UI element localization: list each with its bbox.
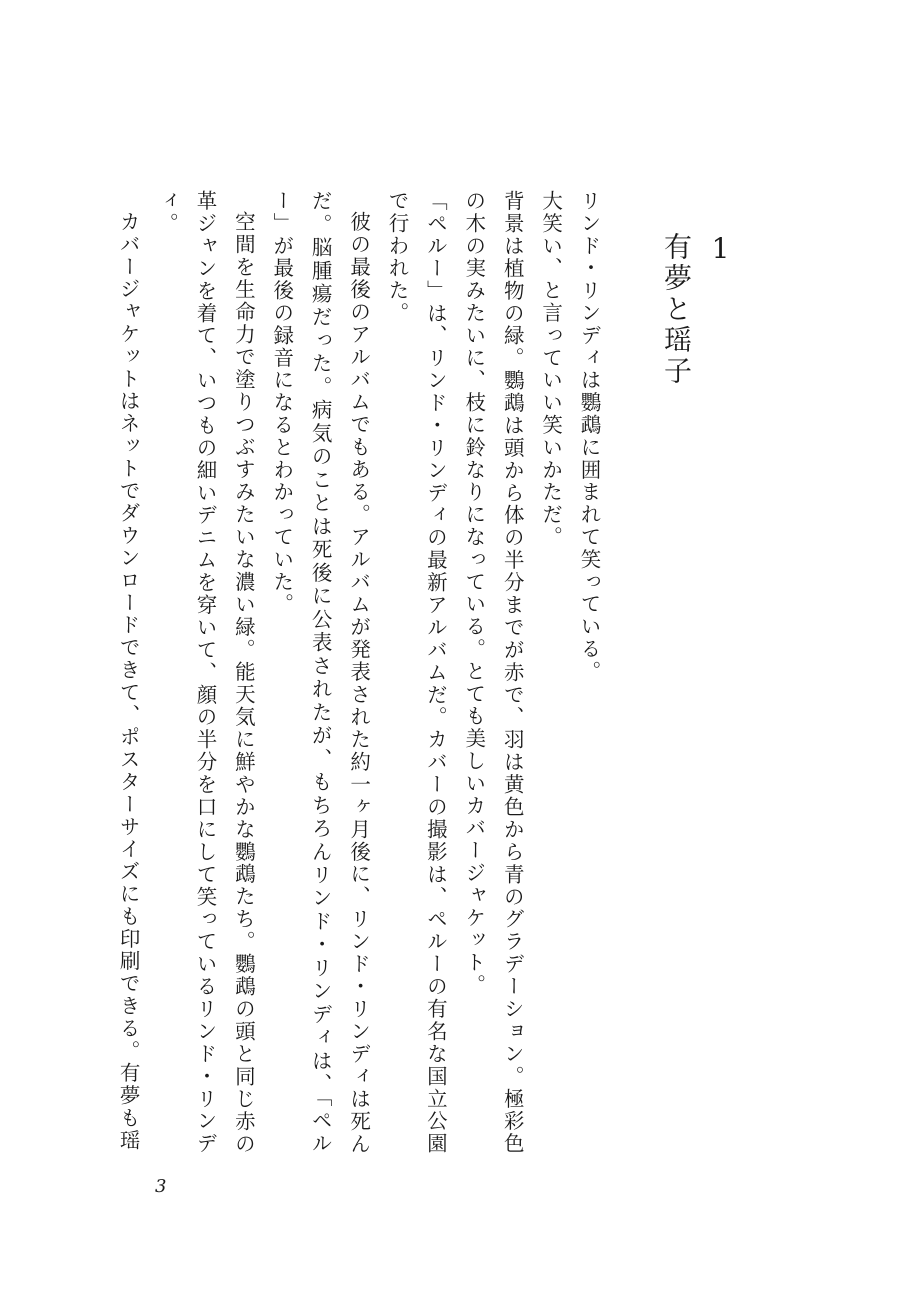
paragraph: 大笑い、と言っていい笑いかただ。 xyxy=(538,190,563,549)
page-number: 3 xyxy=(155,1176,167,1197)
paragraph: 彼の最後のアルバムでもある。アルバムが発表された約一ヶ月後に、リンド・リンディは死んだ。脳腫瘍だった。病気のことは死後に公表されたが、もちろんリンド・リンディは、「ペルー」が最後の録音になるとわかっていた。 xyxy=(269,190,371,1155)
chapter-title: 有夢と瑶子 xyxy=(660,232,693,387)
body-text xyxy=(109,190,608,1155)
paragraph: カバージャケットはネットでダウンロードできて、ポスターサイズにも印刷できる。有夢も瑶 xyxy=(116,210,141,1152)
chapter-heading xyxy=(654,232,742,492)
paragraph: 「ペルー」は、リンド・リンディの最新アルバムだ。カバーの撮影は、ペルーの有名な国立公園で行われた。 xyxy=(384,190,448,1155)
paragraph: 背景は植物の緑。鸚鵡は頭から体の半分までが赤で、羽は黄色から青のグラデーション。極彩色の木の実みたいに、枝に鈴なりになっている。とても美しいカバージャケット。 xyxy=(461,190,525,1155)
chapter-number: 1 xyxy=(704,232,737,268)
paragraph: リンド・リンディは鸚鵡に囲まれて笑っている。 xyxy=(577,190,601,683)
paragraph: 空間を生命力で塗りつぶすみたいな濃い緑。能天気に鮮やかな鸚鵡たち。鸚鵡の頭と同じ赤の革ジャンを着て、いつもの細いデニムを穿いて、顔の半分を口にして笑っているリンド・リンディ。 xyxy=(154,190,256,1155)
